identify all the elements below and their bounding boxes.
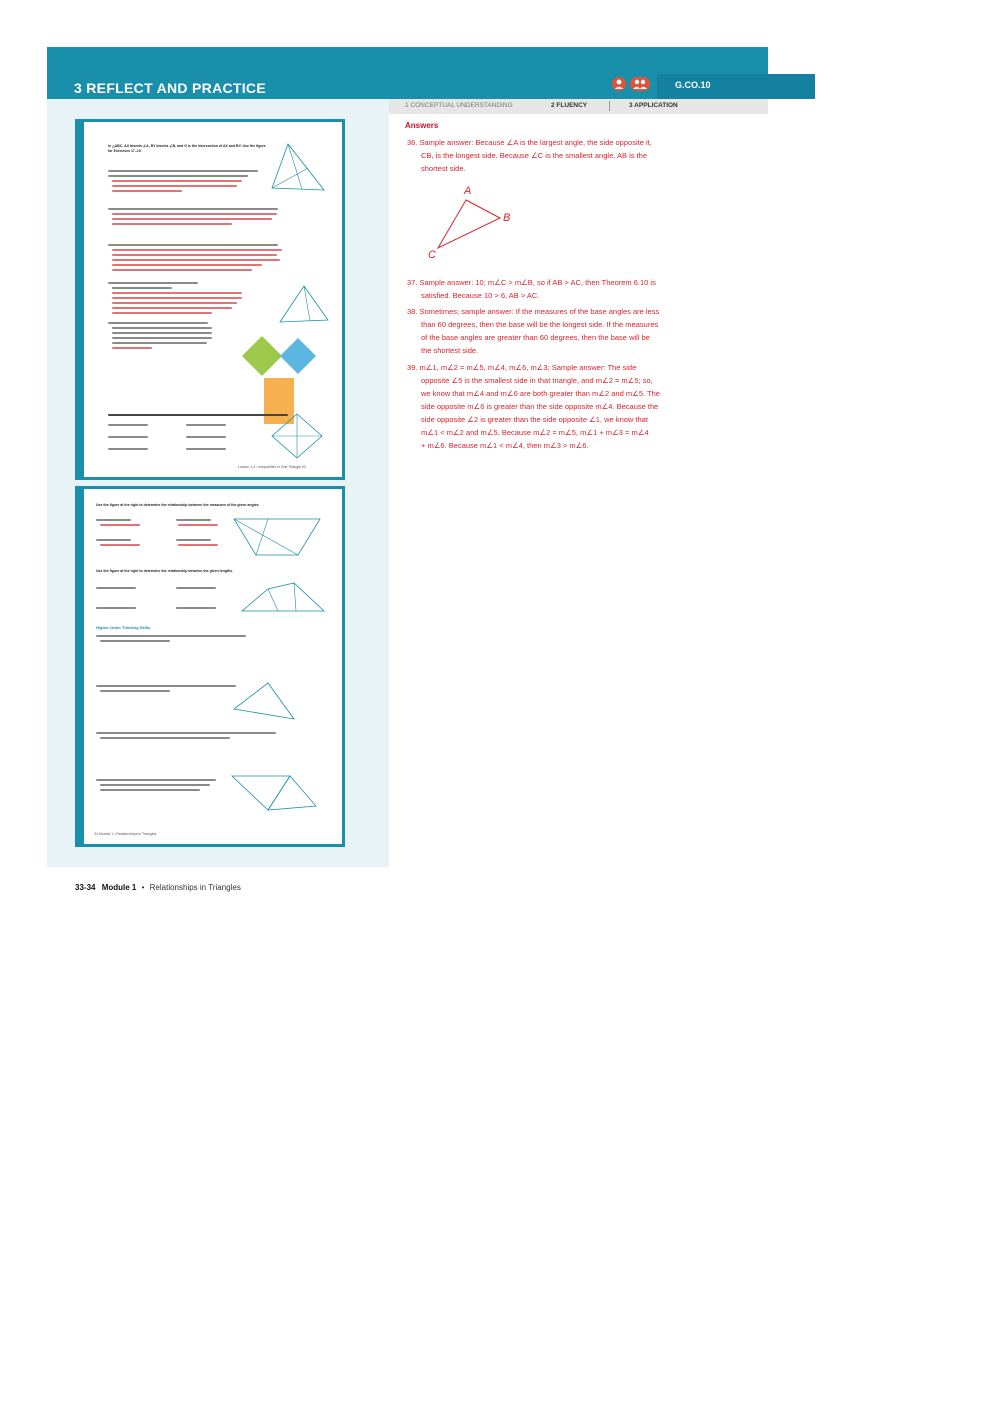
standard-code: G.CO.10: [675, 80, 711, 90]
exercise-intro: In △ABC, AX bisects ∠A, BY bisects ∠B, and G is the intersection of AX and BY. Use the figure for Exercises 17–19.: [108, 144, 266, 153]
tab-conceptual-understanding: 1 CONCEPTUAL UNDERSTANDING: [405, 102, 513, 109]
tab-divider: [609, 101, 610, 111]
hots-heading: Higher-Order Thinking Skills: [96, 625, 151, 630]
vertex-label-b: B: [503, 212, 511, 224]
heading-length-relationships: Use the figure at the right to determine the relationship between the given lengths.: [96, 569, 234, 573]
page-edge-stripe: [78, 489, 84, 844]
answer-36-line-3: shortest side.: [421, 164, 466, 173]
page-edge-stripe: [78, 122, 84, 477]
answer-38-line-4: the shortest side.: [421, 346, 479, 355]
answer-36-line-1: 36. Sample answer: Because ∠A is the largest angle, the side opposite it,: [407, 138, 652, 147]
vertex-label-c: C: [428, 249, 436, 260]
answer-36-triangle: [420, 180, 520, 260]
answer-39-line-3: we know that m∠4 and m∠6 are both greater than m∠2 and m∠5. The: [421, 389, 660, 398]
student-edition-panel: [47, 99, 389, 867]
answer-36-line-2: CB, is the longest side. Because ∠C is the smallest angle, AB is the: [421, 151, 648, 160]
page-footer-33: Lesson 1-4 • Inequalities in One Triangle 33: [238, 465, 306, 469]
answer-38-line-3: of the base angles are greater than 60 degrees, then the base will be: [421, 333, 650, 342]
page-footer: [75, 883, 241, 892]
answer-37: [407, 276, 707, 302]
numbered-angles-figure: [228, 772, 324, 814]
tab-application: 3 APPLICATION: [629, 102, 678, 109]
answer-39-line-1: 39. m∠1, m∠2 = m∠5, m∠4, m∠6, m∠3; Sample answer: The side: [407, 363, 637, 372]
answer-39-line-7: + m∠6. Because m∠1 < m∠4, then m∠3 > m∠6.: [421, 441, 589, 450]
trapezoid-figure: [228, 511, 328, 561]
answer-36: [407, 136, 707, 175]
answers-heading: Answers: [405, 121, 439, 130]
group-icon: [630, 77, 650, 91]
answer-37-line-1: 37. Sample answer: 10; m∠C > m∠B, so if AB > AC, then Theorem 6.10 is: [407, 278, 656, 287]
page-thumbnail-34: [75, 486, 345, 847]
answer-38: [407, 305, 707, 357]
individual-icon: [612, 77, 626, 91]
answer-39-line-2: opposite ∠5 is the smallest side in that triangle, and m∠2 = m∠5; so,: [421, 376, 653, 385]
section-title: 3 REFLECT AND PRACTICE: [74, 80, 266, 96]
standard-badge: [657, 74, 815, 99]
answer-37-line-2: satisfied. Because 10 > 6, AB > AC.: [421, 291, 540, 300]
footer-title: Relationships in Triangles: [149, 883, 241, 892]
footer-module: Module 1: [101, 883, 137, 892]
answer-39-line-6: m∠1 < m∠2 and m∠5. Because m∠2 = m∠5, m∠1 + m∠3 = m∠4: [421, 428, 649, 437]
section-header-bar: [47, 47, 768, 99]
vertex-label-a: A: [464, 185, 472, 197]
tab-fluency: 2 FLUENCY: [551, 102, 588, 109]
answer-39: [407, 361, 707, 452]
paragraph-proof-figure: [276, 284, 332, 326]
footer-bullet: •: [141, 883, 145, 892]
answer-39-line-4: side opposite m∠6 is greater than the side opposite m∠4. Because the: [421, 402, 659, 411]
segment-triangles-figure: [238, 579, 328, 615]
depth-of-knowledge-tabs: [389, 99, 768, 114]
answer-39-line-5: side opposite ∠2 is greater than the side opposite ∠1, we know that: [421, 415, 648, 424]
page-footer-34: 34 Module 1 • Relationships in Triangles: [94, 832, 157, 836]
angle-comparison-figure: [268, 412, 326, 460]
answer-38-line-1: 38. Sometimes; sample answer: If the measures of the base angles are less: [407, 307, 660, 316]
heading-angle-relationships: Use the figure at the right to determine the relationship between the measures of the given angles.: [96, 503, 260, 507]
triangle-bisector-figure: [268, 140, 328, 196]
footer-page-range: 33-34: [75, 883, 96, 892]
triangle-abc-figure: [228, 679, 298, 723]
answer-38-line-2: than 60 degrees, then the base will be the longest side. If the measures: [421, 320, 659, 329]
page-thumbnail-33: [75, 119, 345, 480]
